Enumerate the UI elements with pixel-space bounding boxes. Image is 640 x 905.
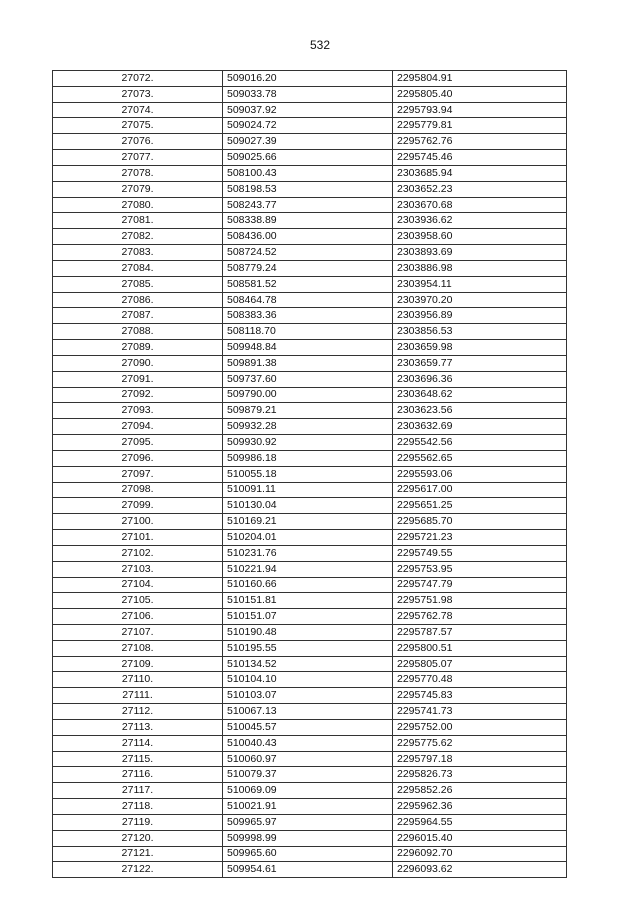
x-coordinate-cell: 509790.00: [223, 387, 393, 403]
point-id-cell: 27098.: [53, 482, 223, 498]
point-id-cell: 27121.: [53, 846, 223, 862]
x-coordinate-cell: 509986.18: [223, 450, 393, 466]
y-coordinate-cell: 2295721.23: [393, 530, 567, 546]
point-id-cell: 27078.: [53, 165, 223, 181]
point-id-cell: 27102.: [53, 545, 223, 561]
x-coordinate-cell: 510130.04: [223, 498, 393, 514]
point-id-cell: 27111.: [53, 688, 223, 704]
x-coordinate-cell: 508338.89: [223, 213, 393, 229]
y-coordinate-cell: 2295962.36: [393, 799, 567, 815]
point-id-cell: 27119.: [53, 814, 223, 830]
y-coordinate-cell: 2295762.78: [393, 609, 567, 625]
y-coordinate-cell: 2295787.57: [393, 624, 567, 640]
x-coordinate-cell: 508118.70: [223, 324, 393, 340]
point-id-cell: 27087.: [53, 308, 223, 324]
x-coordinate-cell: 509930.92: [223, 435, 393, 451]
table-row: [53, 672, 567, 688]
point-id-cell: 27096.: [53, 450, 223, 466]
y-coordinate-cell: 2295753.95: [393, 561, 567, 577]
point-id-cell: 27118.: [53, 799, 223, 815]
point-id-cell: 27104.: [53, 577, 223, 593]
y-coordinate-cell: 2303652.23: [393, 181, 567, 197]
x-coordinate-cell: 510169.21: [223, 514, 393, 530]
table-row: [53, 783, 567, 799]
table-row: [53, 814, 567, 830]
x-coordinate-cell: 509027.39: [223, 134, 393, 150]
y-coordinate-cell: 2295779.81: [393, 118, 567, 134]
x-coordinate-cell: 508464.78: [223, 292, 393, 308]
table-row: [53, 387, 567, 403]
x-coordinate-cell: 508779.24: [223, 260, 393, 276]
x-coordinate-cell: 510067.13: [223, 704, 393, 720]
point-id-cell: 27115.: [53, 751, 223, 767]
y-coordinate-cell: 2295745.46: [393, 150, 567, 166]
point-id-cell: 27072.: [53, 71, 223, 87]
point-id-cell: 27107.: [53, 624, 223, 640]
point-id-cell: 27073.: [53, 86, 223, 102]
y-coordinate-cell: 2303670.68: [393, 197, 567, 213]
point-id-cell: 27112.: [53, 704, 223, 720]
y-coordinate-cell: 2295651.25: [393, 498, 567, 514]
table-row: [53, 292, 567, 308]
y-coordinate-cell: 2295617.00: [393, 482, 567, 498]
y-coordinate-cell: 2295770.48: [393, 672, 567, 688]
table-row: [53, 71, 567, 87]
x-coordinate-cell: 510204.01: [223, 530, 393, 546]
y-coordinate-cell: 2295745.83: [393, 688, 567, 704]
x-coordinate-cell: 508724.52: [223, 245, 393, 261]
table-row: [53, 767, 567, 783]
x-coordinate-cell: 510069.09: [223, 783, 393, 799]
point-id-cell: 27079.: [53, 181, 223, 197]
page-number: 532: [309, 38, 331, 52]
table-row: [53, 498, 567, 514]
y-coordinate-cell: 2295593.06: [393, 466, 567, 482]
y-coordinate-cell: 2295752.00: [393, 719, 567, 735]
x-coordinate-cell: 510104.10: [223, 672, 393, 688]
y-coordinate-cell: 2295826.73: [393, 767, 567, 783]
table-row: [53, 577, 567, 593]
y-coordinate-cell: 2303956.89: [393, 308, 567, 324]
table-row: [53, 245, 567, 261]
point-id-cell: 27080.: [53, 197, 223, 213]
x-coordinate-cell: 509891.38: [223, 355, 393, 371]
y-coordinate-cell: 2303623.56: [393, 403, 567, 419]
point-id-cell: 27106.: [53, 609, 223, 625]
point-id-cell: 27083.: [53, 245, 223, 261]
point-id-cell: 27089.: [53, 340, 223, 356]
y-coordinate-cell: 2295751.98: [393, 593, 567, 609]
x-coordinate-cell: 510190.48: [223, 624, 393, 640]
y-coordinate-cell: 2303659.98: [393, 340, 567, 356]
point-id-cell: 27116.: [53, 767, 223, 783]
y-coordinate-cell: 2303696.36: [393, 371, 567, 387]
x-coordinate-cell: 509965.60: [223, 846, 393, 862]
y-coordinate-cell: 2295964.55: [393, 814, 567, 830]
x-coordinate-cell: 510160.66: [223, 577, 393, 593]
y-coordinate-cell: 2303856.53: [393, 324, 567, 340]
table-row: [53, 846, 567, 862]
x-coordinate-cell: 509024.72: [223, 118, 393, 134]
table-row: [53, 830, 567, 846]
y-coordinate-cell: 2295852.26: [393, 783, 567, 799]
point-id-cell: 27093.: [53, 403, 223, 419]
y-coordinate-cell: 2295685.70: [393, 514, 567, 530]
x-coordinate-cell: 510151.07: [223, 609, 393, 625]
table-row: [53, 118, 567, 134]
table-row: [53, 688, 567, 704]
x-coordinate-cell: 508383.36: [223, 308, 393, 324]
point-id-cell: 27085.: [53, 276, 223, 292]
point-id-cell: 27086.: [53, 292, 223, 308]
x-coordinate-cell: 508198.53: [223, 181, 393, 197]
y-coordinate-cell: 2303958.60: [393, 229, 567, 245]
y-coordinate-cell: 2303893.69: [393, 245, 567, 261]
table-row: [53, 150, 567, 166]
y-coordinate-cell: 2295800.51: [393, 640, 567, 656]
point-id-cell: 27097.: [53, 466, 223, 482]
table-row: [53, 260, 567, 276]
table-row: [53, 213, 567, 229]
point-id-cell: 27095.: [53, 435, 223, 451]
point-id-cell: 27088.: [53, 324, 223, 340]
x-coordinate-cell: 509033.78: [223, 86, 393, 102]
table-row: [53, 640, 567, 656]
y-coordinate-cell: 2295797.18: [393, 751, 567, 767]
x-coordinate-cell: 509954.61: [223, 862, 393, 878]
table-row: [53, 276, 567, 292]
y-coordinate-cell: 2303936.62: [393, 213, 567, 229]
table-row: [53, 134, 567, 150]
table-row: [53, 371, 567, 387]
x-coordinate-cell: 510103.07: [223, 688, 393, 704]
table-row: [53, 435, 567, 451]
y-coordinate-cell: 2295793.94: [393, 102, 567, 118]
table-body: [53, 71, 567, 878]
table-row: [53, 561, 567, 577]
x-coordinate-cell: 510045.57: [223, 719, 393, 735]
point-id-cell: 27114.: [53, 735, 223, 751]
table-row: [53, 719, 567, 735]
y-coordinate-cell: 2295542.56: [393, 435, 567, 451]
point-id-cell: 27103.: [53, 561, 223, 577]
point-id-cell: 27120.: [53, 830, 223, 846]
table-row: [53, 403, 567, 419]
table-row: [53, 862, 567, 878]
y-coordinate-cell: 2303970.20: [393, 292, 567, 308]
coordinates-table: [52, 70, 567, 878]
point-id-cell: 27090.: [53, 355, 223, 371]
point-id-cell: 27117.: [53, 783, 223, 799]
x-coordinate-cell: 510151.81: [223, 593, 393, 609]
y-coordinate-cell: 2296015.40: [393, 830, 567, 846]
x-coordinate-cell: 510060.97: [223, 751, 393, 767]
x-coordinate-cell: 510040.43: [223, 735, 393, 751]
y-coordinate-cell: 2296093.62: [393, 862, 567, 878]
point-id-cell: 27101.: [53, 530, 223, 546]
point-id-cell: 27081.: [53, 213, 223, 229]
table-row: [53, 197, 567, 213]
point-id-cell: 27100.: [53, 514, 223, 530]
table-row: [53, 609, 567, 625]
x-coordinate-cell: 510021.91: [223, 799, 393, 815]
point-id-cell: 27109.: [53, 656, 223, 672]
table-row: [53, 482, 567, 498]
y-coordinate-cell: 2303685.94: [393, 165, 567, 181]
table-row: [53, 624, 567, 640]
table-row: [53, 514, 567, 530]
table-row: [53, 165, 567, 181]
point-id-cell: 27113.: [53, 719, 223, 735]
table-row: [53, 545, 567, 561]
table-row: [53, 229, 567, 245]
x-coordinate-cell: 509016.20: [223, 71, 393, 87]
x-coordinate-cell: 510055.18: [223, 466, 393, 482]
point-id-cell: 27108.: [53, 640, 223, 656]
table-row: [53, 799, 567, 815]
x-coordinate-cell: 508436.00: [223, 229, 393, 245]
x-coordinate-cell: 510231.76: [223, 545, 393, 561]
y-coordinate-cell: 2295762.76: [393, 134, 567, 150]
x-coordinate-cell: 509025.66: [223, 150, 393, 166]
table-row: [53, 181, 567, 197]
point-id-cell: 27091.: [53, 371, 223, 387]
point-id-cell: 27099.: [53, 498, 223, 514]
point-id-cell: 27105.: [53, 593, 223, 609]
table-row: [53, 355, 567, 371]
table-row: [53, 450, 567, 466]
table-row: [53, 593, 567, 609]
y-coordinate-cell: 2295562.65: [393, 450, 567, 466]
table-row: [53, 656, 567, 672]
point-id-cell: 27077.: [53, 150, 223, 166]
x-coordinate-cell: 508581.52: [223, 276, 393, 292]
table-row: [53, 308, 567, 324]
table-row: [53, 340, 567, 356]
x-coordinate-cell: 509965.97: [223, 814, 393, 830]
point-id-cell: 27122.: [53, 862, 223, 878]
table-row: [53, 86, 567, 102]
point-id-cell: 27092.: [53, 387, 223, 403]
y-coordinate-cell: 2303632.69: [393, 419, 567, 435]
table-row: [53, 419, 567, 435]
x-coordinate-cell: 509932.28: [223, 419, 393, 435]
table-row: [53, 102, 567, 118]
x-coordinate-cell: 509737.60: [223, 371, 393, 387]
point-id-cell: 27082.: [53, 229, 223, 245]
table-row: [53, 704, 567, 720]
y-coordinate-cell: 2303954.11: [393, 276, 567, 292]
x-coordinate-cell: 509879.21: [223, 403, 393, 419]
point-id-cell: 27075.: [53, 118, 223, 134]
y-coordinate-cell: 2303648.62: [393, 387, 567, 403]
y-coordinate-cell: 2295805.40: [393, 86, 567, 102]
point-id-cell: 27110.: [53, 672, 223, 688]
x-coordinate-cell: 510221.94: [223, 561, 393, 577]
point-id-cell: 27074.: [53, 102, 223, 118]
y-coordinate-cell: 2303886.98: [393, 260, 567, 276]
point-id-cell: 27084.: [53, 260, 223, 276]
x-coordinate-cell: 510079.37: [223, 767, 393, 783]
y-coordinate-cell: 2295805.07: [393, 656, 567, 672]
table-row: [53, 324, 567, 340]
x-coordinate-cell: 509037.92: [223, 102, 393, 118]
y-coordinate-cell: 2295775.62: [393, 735, 567, 751]
table-row: [53, 735, 567, 751]
y-coordinate-cell: 2295741.73: [393, 704, 567, 720]
point-id-cell: 27094.: [53, 419, 223, 435]
x-coordinate-cell: 508243.77: [223, 197, 393, 213]
table-row: [53, 466, 567, 482]
x-coordinate-cell: 509948.84: [223, 340, 393, 356]
point-id-cell: 27076.: [53, 134, 223, 150]
x-coordinate-cell: 510091.11: [223, 482, 393, 498]
y-coordinate-cell: 2296092.70: [393, 846, 567, 862]
x-coordinate-cell: 508100.43: [223, 165, 393, 181]
y-coordinate-cell: 2295749.55: [393, 545, 567, 561]
y-coordinate-cell: 2295747.79: [393, 577, 567, 593]
table-row: [53, 751, 567, 767]
y-coordinate-cell: 2303659.77: [393, 355, 567, 371]
table-row: [53, 530, 567, 546]
x-coordinate-cell: 509998.99: [223, 830, 393, 846]
x-coordinate-cell: 510134.52: [223, 656, 393, 672]
y-coordinate-cell: 2295804.91: [393, 71, 567, 87]
x-coordinate-cell: 510195.55: [223, 640, 393, 656]
